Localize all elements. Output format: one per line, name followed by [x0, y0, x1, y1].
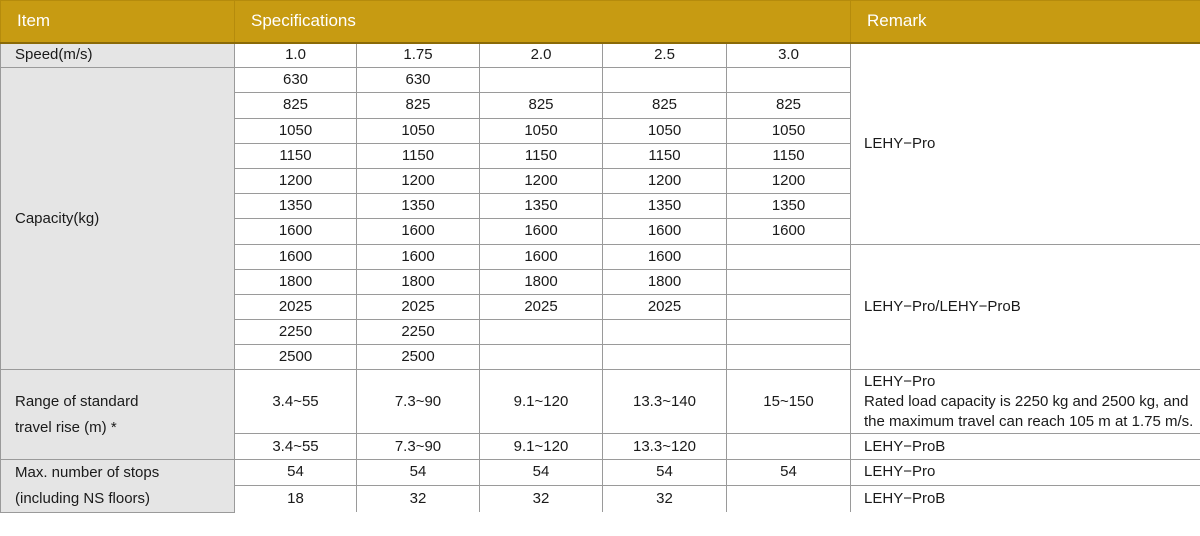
capacity-value: 2500: [235, 345, 357, 370]
capacity-value: 1350: [603, 194, 727, 219]
capacity-value: 1200: [357, 168, 480, 193]
capacity-value: [727, 294, 851, 319]
stops-remark-prob: LEHY−ProB: [851, 486, 1200, 513]
capacity-value: [480, 345, 603, 370]
capacity-value: 1150: [357, 143, 480, 168]
stops-value: 54: [727, 459, 851, 486]
speed-value: 3.0: [727, 43, 851, 68]
capacity-value: 825: [235, 93, 357, 118]
speed-value: 2.0: [480, 43, 603, 68]
capacity-value: 2250: [357, 320, 480, 345]
capacity-value: 1600: [603, 219, 727, 244]
capacity-value: [480, 320, 603, 345]
capacity-value: 1600: [357, 244, 480, 269]
capacity-value: 1600: [480, 219, 603, 244]
capacity-value: 1350: [235, 194, 357, 219]
capacity-value: 1200: [480, 168, 603, 193]
capacity-value: 1800: [357, 269, 480, 294]
travel-value: 7.3~90: [357, 434, 480, 459]
capacity-value: 825: [357, 93, 480, 118]
capacity-value: 1600: [603, 244, 727, 269]
capacity-value: 2025: [480, 294, 603, 319]
speed-value: 1.0: [235, 43, 357, 68]
travel-value: 3.4~55: [235, 370, 357, 434]
stops-value: 54: [235, 459, 357, 486]
speed-row: [1, 43, 1200, 68]
stops-value: 54: [480, 459, 603, 486]
speed-label: Speed(m/s): [1, 43, 235, 68]
capacity-value: 825: [480, 93, 603, 118]
capacity-value: [727, 68, 851, 93]
capacity-value: [727, 320, 851, 345]
header-remark: Remark: [851, 1, 1200, 43]
travel-remark-pro: [851, 370, 1200, 434]
travel-label: [1, 370, 235, 459]
capacity-value: 1600: [235, 244, 357, 269]
travel-value: 7.3~90: [357, 370, 480, 434]
travel-label-line: travel rise (m) *: [15, 418, 117, 436]
capacity-value: [603, 320, 727, 345]
capacity-value: 2500: [357, 345, 480, 370]
capacity-value: 2025: [235, 294, 357, 319]
capacity-value: 630: [235, 68, 357, 93]
travel-label-line: Range of standard: [15, 392, 139, 410]
remark-line: the maximum travel can reach 105 m at 1.75 m/s.: [864, 412, 1194, 430]
capacity-value: 1150: [727, 143, 851, 168]
capacity-value: 1800: [235, 269, 357, 294]
stops-value: 54: [603, 459, 727, 486]
stops-label-line: (including NS floors): [15, 489, 151, 507]
stops-label: [1, 459, 235, 512]
stops-value: 32: [603, 486, 727, 513]
capacity-value: 1050: [235, 118, 357, 143]
travel-value: 9.1~120: [480, 370, 603, 434]
capacity-value: 825: [603, 93, 727, 118]
stops-value: [727, 486, 851, 513]
capacity-value: 1050: [357, 118, 480, 143]
capacity-value: 1200: [603, 168, 727, 193]
capacity-value: 825: [727, 93, 851, 118]
capacity-value: 1600: [357, 219, 480, 244]
travel-remark-prob: LEHY−ProB: [851, 434, 1200, 459]
capacity-value: 1050: [727, 118, 851, 143]
travel-value: 3.4~55: [235, 434, 357, 459]
travel-row-pro: [1, 370, 1200, 434]
stops-value: 32: [480, 486, 603, 513]
capacity-value: [603, 68, 727, 93]
travel-value: 13.3~120: [603, 434, 727, 459]
stops-remark-pro: LEHY−Pro: [851, 459, 1200, 486]
stops-label-line: Max. number of stops: [15, 463, 160, 481]
stops-value: 18: [235, 486, 357, 513]
capacity-value: [727, 244, 851, 269]
travel-value: 15~150: [727, 370, 851, 434]
stops-value: 32: [357, 486, 480, 513]
stops-row-pro: [1, 459, 1200, 486]
capacity-value: 1350: [357, 194, 480, 219]
capacity-value: [727, 269, 851, 294]
capacity-value: 1600: [480, 244, 603, 269]
capacity-remark-pro-prob: LEHY−Pro/LEHY−ProB: [851, 244, 1200, 370]
capacity-value: 1800: [603, 269, 727, 294]
travel-value: 9.1~120: [480, 434, 603, 459]
capacity-value: 2250: [235, 320, 357, 345]
capacity-value: 1600: [235, 219, 357, 244]
remark-line: LEHY−Pro: [864, 372, 936, 390]
header-item: Item: [1, 1, 235, 43]
capacity-value: 2025: [603, 294, 727, 319]
capacity-value: 630: [357, 68, 480, 93]
capacity-value: [480, 68, 603, 93]
capacity-value: 1200: [235, 168, 357, 193]
capacity-remark-pro: LEHY−Pro: [851, 43, 1200, 245]
capacity-value: 1050: [603, 118, 727, 143]
stops-value: 54: [357, 459, 480, 486]
travel-value: [727, 434, 851, 459]
capacity-value: 2025: [357, 294, 480, 319]
capacity-value: 1200: [727, 168, 851, 193]
capacity-value: 1800: [480, 269, 603, 294]
capacity-value: 1050: [480, 118, 603, 143]
capacity-value: 1150: [603, 143, 727, 168]
speed-value: 2.5: [603, 43, 727, 68]
capacity-value: [727, 345, 851, 370]
capacity-value: [603, 345, 727, 370]
remark-line: Rated load capacity is 2250 kg and 2500 kg, and: [864, 392, 1189, 410]
capacity-value: 1600: [727, 219, 851, 244]
capacity-value: 1150: [480, 143, 603, 168]
speed-value: 1.75: [357, 43, 480, 68]
header-row: [1, 1, 1200, 43]
capacity-value: 1350: [727, 194, 851, 219]
header-specifications: Specifications: [235, 1, 851, 43]
capacity-value: 1350: [480, 194, 603, 219]
travel-value: 13.3~140: [603, 370, 727, 434]
capacity-value: 1150: [235, 143, 357, 168]
capacity-label: Capacity(kg): [1, 68, 235, 370]
